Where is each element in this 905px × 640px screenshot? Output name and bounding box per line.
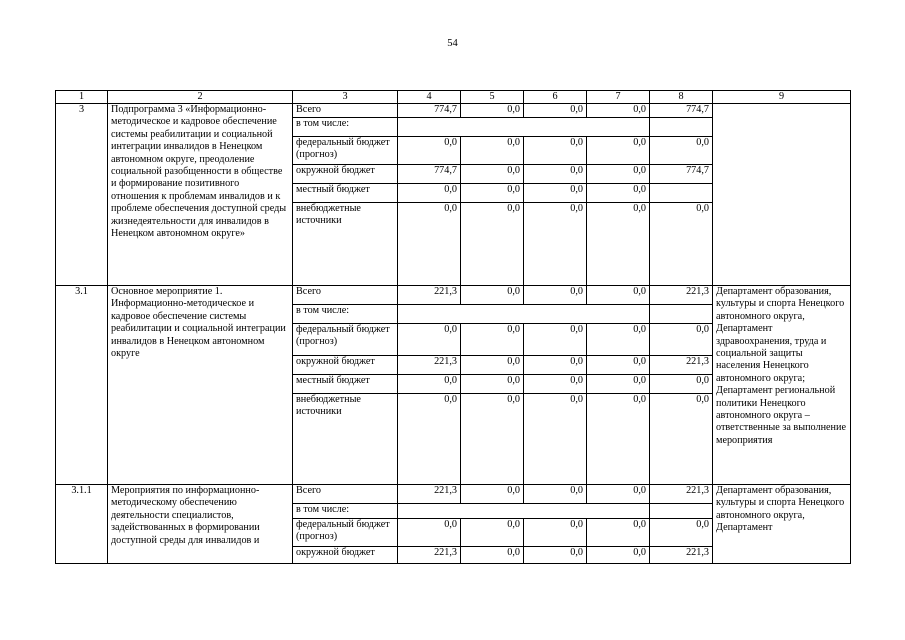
amount-cell: 0,0 bbox=[398, 137, 461, 165]
item-number: 3 bbox=[56, 104, 108, 286]
empty-cell bbox=[398, 504, 650, 519]
amount-cell: 0,0 bbox=[461, 184, 524, 203]
amount-cell: 221,3 bbox=[650, 286, 713, 305]
amount-cell: 0,0 bbox=[587, 356, 650, 375]
amount-cell: 0,0 bbox=[650, 324, 713, 356]
item-number: 3.1 bbox=[56, 286, 108, 485]
amount-cell: 774,7 bbox=[650, 165, 713, 184]
amount-cell: 0,0 bbox=[524, 324, 587, 356]
funding-source: в том числе: bbox=[293, 504, 398, 519]
amount-cell: 0,0 bbox=[461, 137, 524, 165]
amount-cell: 0,0 bbox=[461, 286, 524, 305]
amount-cell: 0,0 bbox=[398, 394, 461, 485]
amount-cell: 0,0 bbox=[461, 394, 524, 485]
table-body bbox=[56, 91, 851, 564]
amount-cell: 221,3 bbox=[650, 547, 713, 564]
amount-cell: 221,3 bbox=[398, 547, 461, 564]
amount-cell: 0,0 bbox=[587, 184, 650, 203]
amount-cell: 0,0 bbox=[398, 324, 461, 356]
amount-cell: 0,0 bbox=[587, 394, 650, 485]
funding-source: окружной бюджет bbox=[293, 165, 398, 184]
empty-cell bbox=[398, 305, 650, 324]
amount-cell: 0,0 bbox=[398, 519, 461, 547]
amount-cell: 0,0 bbox=[524, 485, 587, 504]
amount-cell: 0,0 bbox=[650, 519, 713, 547]
empty-cell bbox=[398, 118, 650, 137]
amount-cell: 0,0 bbox=[461, 375, 524, 394]
amount-cell: 0,0 bbox=[587, 375, 650, 394]
item-name: Подпрограмма 3 «Информационно-методическое и кадровое обеспечение системы реабилитации и социальной интеграции инвалидов в Ненецком автономном округе, преодоление социальной разобщенности в обществе и формирование позитивного отношения к проблемам инвалидов и к проблеме обеспечения доступной среды жизнедеятельности для инвалидов в Ненецком автономном округе» bbox=[108, 104, 293, 286]
amount-cell: 0,0 bbox=[650, 137, 713, 165]
amount-cell: 0,0 bbox=[587, 104, 650, 118]
amount-cell: 0,0 bbox=[398, 184, 461, 203]
amount-cell: 221,3 bbox=[398, 356, 461, 375]
amount-cell: 0,0 bbox=[461, 547, 524, 564]
column-number: 5 bbox=[461, 91, 524, 104]
amount-cell: 0,0 bbox=[650, 375, 713, 394]
amount-cell: 0,0 bbox=[524, 203, 587, 286]
funding-source: внебюджетные источники bbox=[293, 394, 398, 485]
amount-cell: 0,0 bbox=[524, 104, 587, 118]
column-number: 9 bbox=[713, 91, 851, 104]
empty-cell bbox=[650, 118, 713, 137]
funding-source: Всего bbox=[293, 286, 398, 305]
column-number: 7 bbox=[587, 91, 650, 104]
empty-cell bbox=[650, 305, 713, 324]
funding-source: местный бюджет bbox=[293, 375, 398, 394]
amount-cell: 0,0 bbox=[587, 137, 650, 165]
column-number: 2 bbox=[108, 91, 293, 104]
column-number: 6 bbox=[524, 91, 587, 104]
amount-cell: 0,0 bbox=[524, 519, 587, 547]
funding-source: федеральный бюджет (прогноз) bbox=[293, 137, 398, 165]
table-row bbox=[56, 104, 851, 118]
column-number-row bbox=[56, 91, 851, 104]
amount-cell: 774,7 bbox=[398, 165, 461, 184]
funding-source: окружной бюджет bbox=[293, 356, 398, 375]
item-name: Основное мероприятие 1. Информационно-методическое и кадровое обеспечение системы реабилитации и социальной интеграции инвалидов в Ненецком автономном округе bbox=[108, 286, 293, 485]
funding-source: федеральный бюджет (прогноз) bbox=[293, 519, 398, 547]
responsible-executor: Департамент образования, культуры и спорта Ненецкого автономного округа, Департамент bbox=[713, 485, 851, 564]
amount-cell: 0,0 bbox=[524, 356, 587, 375]
amount-cell: 0,0 bbox=[587, 485, 650, 504]
amount-cell: 0,0 bbox=[524, 375, 587, 394]
table-row bbox=[56, 485, 851, 504]
item-name: Мероприятия по информационно-методическому обеспечению деятельности специалистов, задействованных в формировании доступной среды для инвалидов и bbox=[108, 485, 293, 564]
amount-cell: 0,0 bbox=[587, 286, 650, 305]
amount-cell: 0,0 bbox=[650, 203, 713, 286]
amount-cell: 0,0 bbox=[461, 324, 524, 356]
responsible-executor bbox=[713, 104, 851, 286]
amount-cell: 0,0 bbox=[587, 519, 650, 547]
amount-cell: 221,3 bbox=[650, 356, 713, 375]
amount-cell: 0,0 bbox=[587, 324, 650, 356]
amount-cell: 221,3 bbox=[650, 485, 713, 504]
funding-source: в том числе: bbox=[293, 118, 398, 137]
amount-cell: 0,0 bbox=[398, 203, 461, 286]
amount-cell: 0,0 bbox=[524, 547, 587, 564]
funding-source: внебюджетные источники bbox=[293, 203, 398, 286]
column-number: 4 bbox=[398, 91, 461, 104]
amount-cell: 221,3 bbox=[398, 485, 461, 504]
amount-cell: 0,0 bbox=[461, 356, 524, 375]
amount-cell: 0,0 bbox=[461, 165, 524, 184]
page-number: 54 bbox=[447, 38, 458, 49]
column-number: 1 bbox=[56, 91, 108, 104]
column-number: 8 bbox=[650, 91, 713, 104]
amount-cell: 0,0 bbox=[524, 165, 587, 184]
amount-cell: 774,7 bbox=[398, 104, 461, 118]
funding-source: федеральный бюджет (прогноз) bbox=[293, 324, 398, 356]
amount-cell: 0,0 bbox=[461, 203, 524, 286]
empty-cell bbox=[650, 504, 713, 519]
funding-source: Всего bbox=[293, 485, 398, 504]
amount-cell: 0,0 bbox=[461, 104, 524, 118]
funding-source: окружной бюджет bbox=[293, 547, 398, 564]
funding-source: местный бюджет bbox=[293, 184, 398, 203]
amount-cell: 0,0 bbox=[524, 286, 587, 305]
amount-cell bbox=[650, 184, 713, 203]
amount-cell: 0,0 bbox=[461, 485, 524, 504]
funding-source: в том числе: bbox=[293, 305, 398, 324]
amount-cell: 0,0 bbox=[587, 165, 650, 184]
amount-cell: 0,0 bbox=[524, 394, 587, 485]
amount-cell: 0,0 bbox=[398, 375, 461, 394]
amount-cell: 0,0 bbox=[587, 547, 650, 564]
responsible-executor: Департамент образования, культуры и спорта Ненецкого автономного округа, Департамент здравоохранения, труда и социальной защиты населения Ненецкого автономного округа; Департамент региональной политики Ненецкого автономного округа – ответственные за выполнение мероприятия bbox=[713, 286, 851, 485]
amount-cell: 221,3 bbox=[398, 286, 461, 305]
funding-source: Всего bbox=[293, 104, 398, 118]
column-number: 3 bbox=[293, 91, 398, 104]
table-row bbox=[56, 286, 851, 305]
program-funding-table bbox=[55, 90, 851, 564]
amount-cell: 774,7 bbox=[650, 104, 713, 118]
amount-cell: 0,0 bbox=[524, 184, 587, 203]
amount-cell: 0,0 bbox=[587, 203, 650, 286]
amount-cell: 0,0 bbox=[524, 137, 587, 165]
item-number: 3.1.1 bbox=[56, 485, 108, 564]
amount-cell: 0,0 bbox=[650, 394, 713, 485]
amount-cell: 0,0 bbox=[461, 519, 524, 547]
